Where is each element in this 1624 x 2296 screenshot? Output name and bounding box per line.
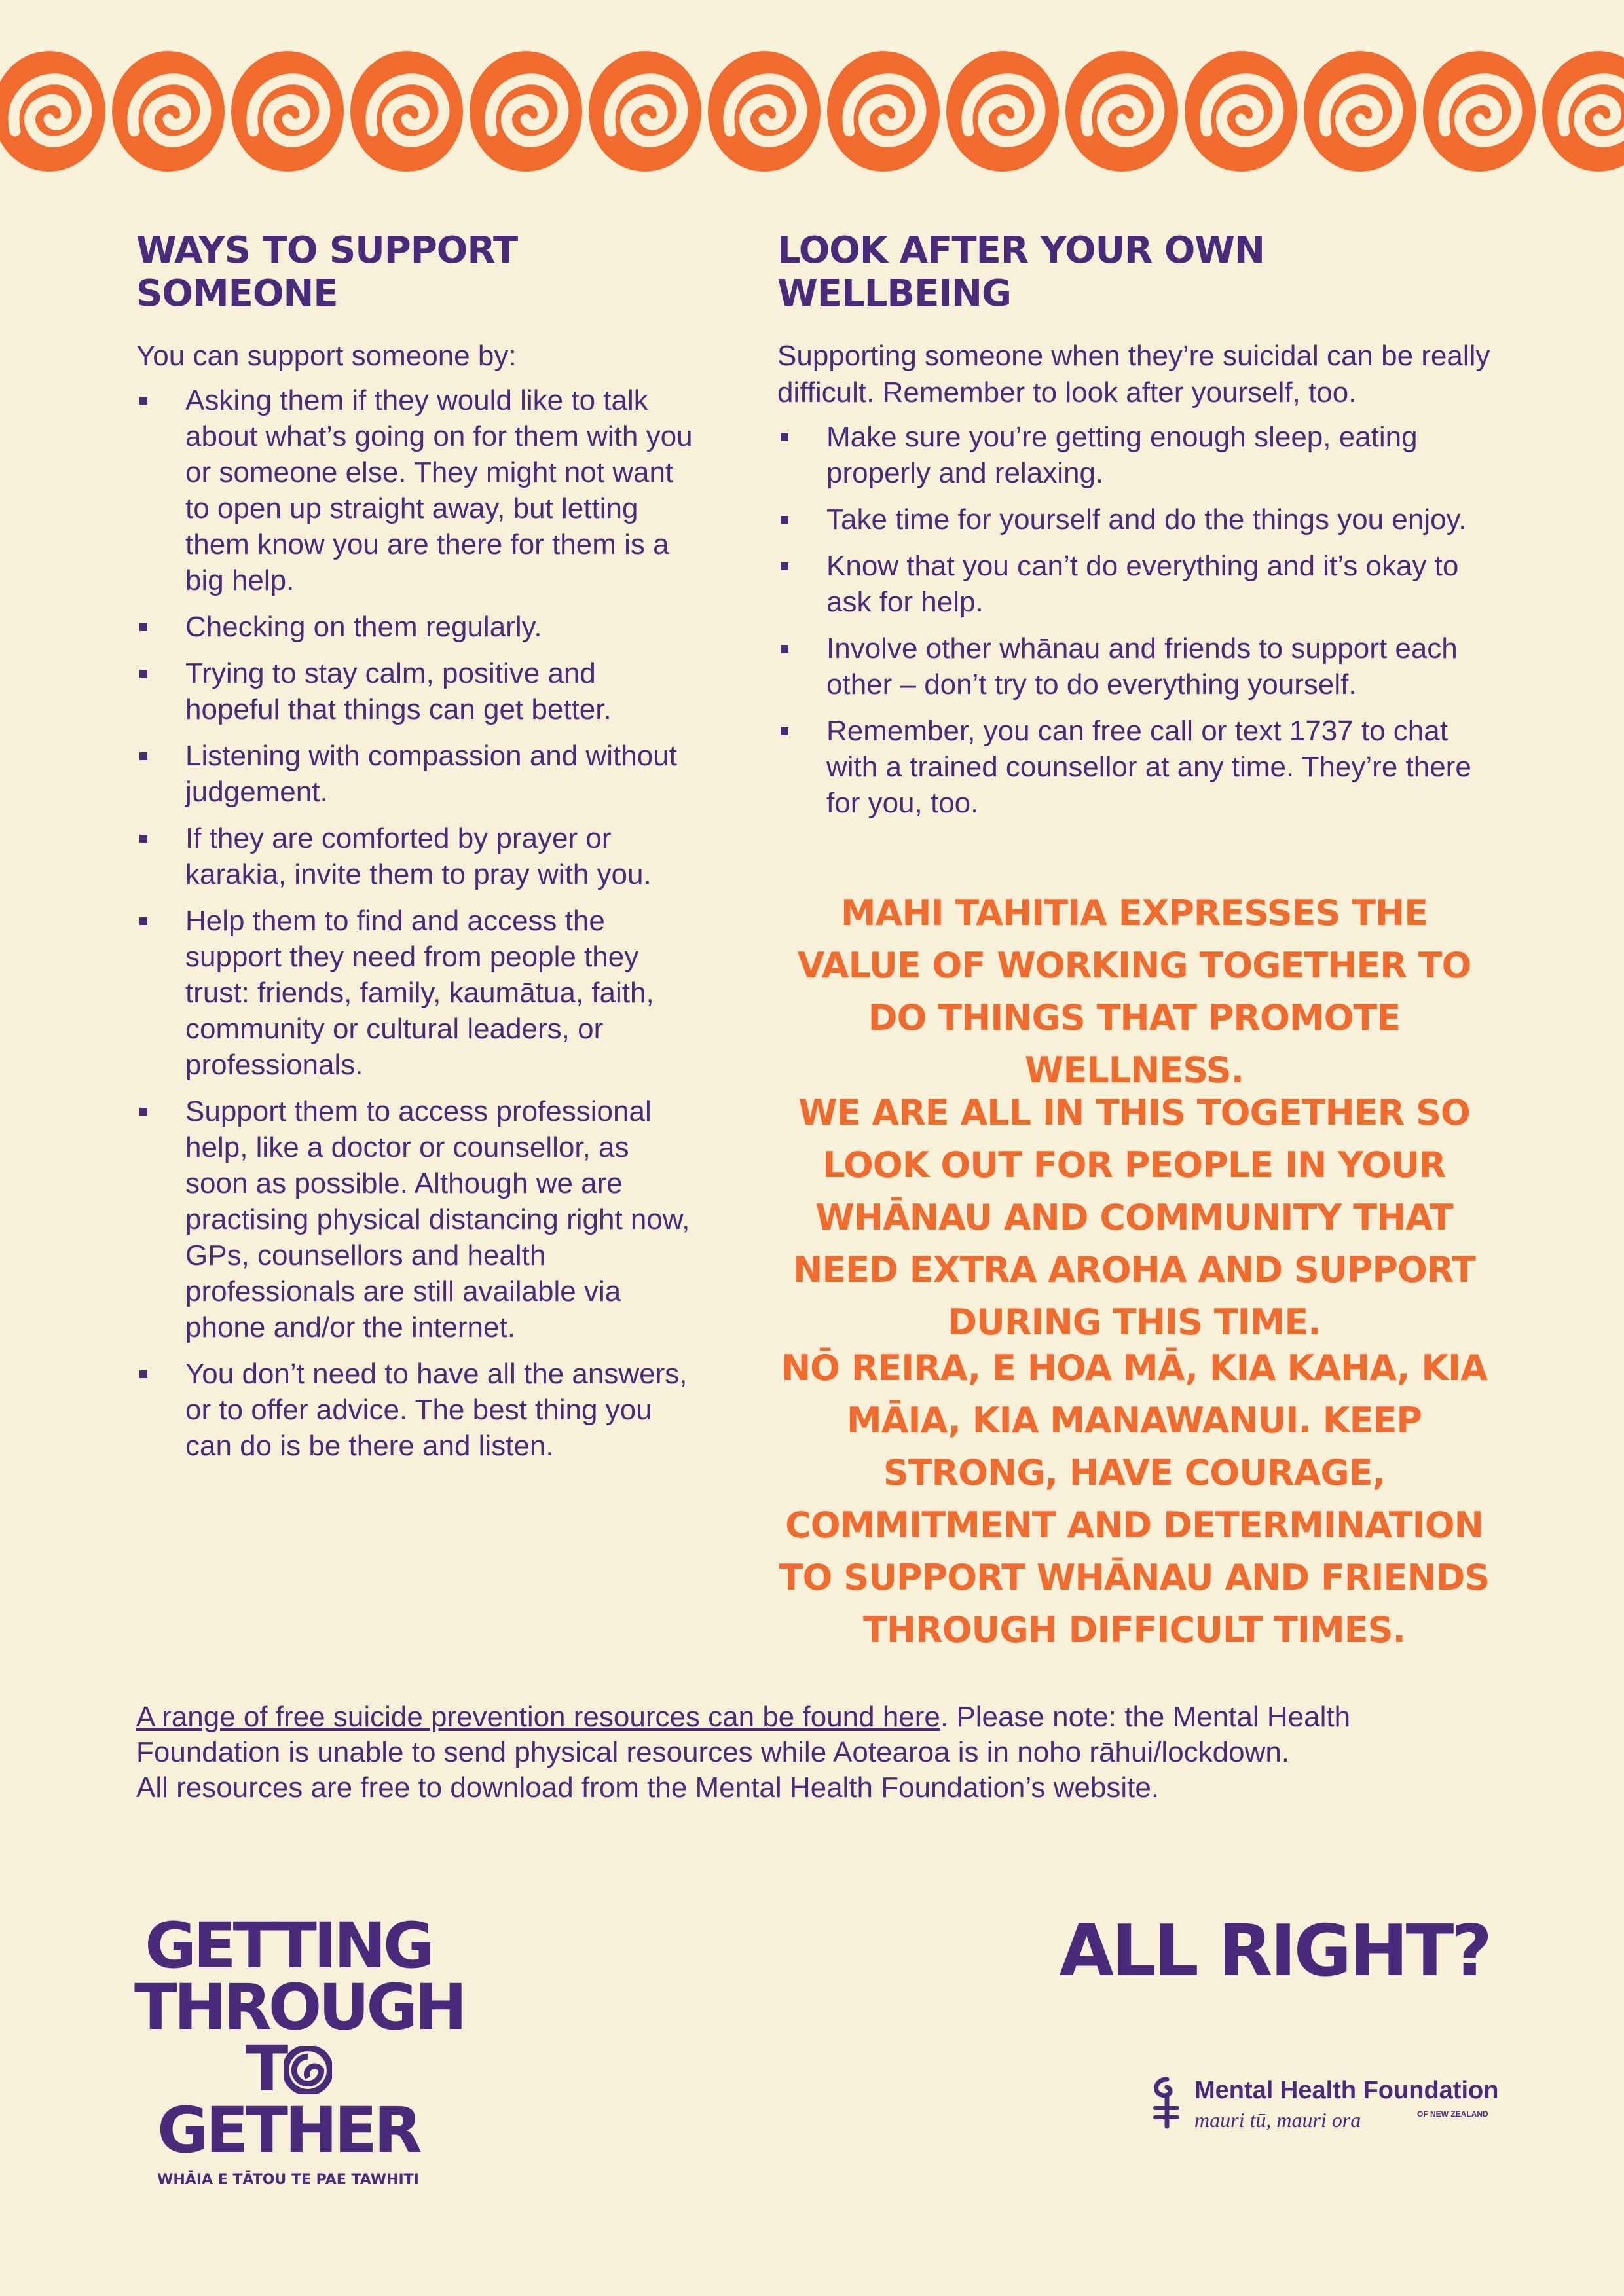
- mental-health-foundation-logo: [1147, 2074, 1499, 2133]
- list-item: [136, 903, 693, 1083]
- footer-note-line2: Foundation is unable to send physical resources while Aotearoa is in noho rāhui/lockdown.: [136, 1736, 1290, 1768]
- list-item: [136, 820, 693, 892]
- bullet-square-icon: [781, 562, 788, 570]
- list-item-text: Take time for yourself and do the things you enjoy.: [826, 503, 1467, 536]
- logo-subtitle: WHĀIA E TĀTOU TE PAE TAWHITI: [157, 2172, 419, 2188]
- koru-motif: [0, 51, 105, 172]
- koru-motif: [112, 51, 225, 172]
- koru-motif: [350, 51, 463, 172]
- logo-line-through: THROUGH: [134, 1971, 464, 2044]
- logo-line-together-rest: GETHER: [157, 2094, 419, 2167]
- koru-motif: [1065, 51, 1178, 172]
- list-item-text: Help them to find and access the support they need from people they trust: friends, family, kaumātua, faith, community or cultural leaders, or professionals.: [185, 905, 654, 1081]
- resources-link[interactable]: A range of free suicide prevention resources can be found here: [136, 1701, 940, 1733]
- quote-all-together: WE ARE ALL IN THIS TOGETHER SO LOOK OUT FOR PEOPLE IN YOUR WHĀNAU AND COMMUNITY THAT NEED EXTRA AROHA AND SUPPORT DURING THIS TIME.: [793, 1092, 1475, 1343]
- koru-motif: [708, 51, 821, 172]
- footer-note-line1: . Please note: the Mental Health: [940, 1701, 1351, 1733]
- list-item-text: Trying to stay calm, positive and hopeful that things can get better.: [185, 657, 612, 725]
- koru-o-icon: [284, 2046, 332, 2094]
- mhf-tagline: mauri tū, mauri ora: [1194, 2108, 1361, 2132]
- bullet-square-icon: [139, 623, 147, 631]
- logo-line-together: [134, 2032, 442, 2167]
- mhf-name: Mental Health Foundation: [1194, 2077, 1499, 2104]
- koru-motif: [1304, 51, 1416, 172]
- logo-line-getting: GETTING: [145, 1909, 432, 1982]
- footer-note: [136, 1700, 1511, 1806]
- list-item: [777, 548, 1491, 620]
- mhf-country: OF NEW ZEALAND: [1417, 2109, 1488, 2119]
- quote-no-reira: NŌ REIRA, E HOA MĀ, KIA KAHA, KIA MĀIA, KIA MANAWANUI. KEEP STRONG, HAVE COURAGE, COMMITMENT AND DETERMINATION TO SUPPORT WHĀNAU AND FRIENDS THROUGH DIFFICULT TIMES.: [779, 1347, 1490, 1650]
- list-item-text: Make sure you’re getting enough sleep, eating properly and relaxing.: [826, 421, 1418, 489]
- bullet-square-icon: [781, 727, 788, 735]
- koru-motif: [231, 51, 344, 172]
- list-item: [136, 655, 693, 727]
- koru-pattern: [0, 46, 1624, 177]
- own-wellbeing-heading: LOOK AFTER YOUR OWN WELLBEING: [777, 229, 1264, 315]
- logo-line-together-t: T: [245, 2032, 286, 2105]
- list-item-text: Asking them if they would like to talk about what’s going on for them with you or someone else. They might not want to open up straight away, but letting them know you are there for them is a big help.: [185, 384, 693, 596]
- koru-motif: [589, 51, 701, 172]
- quote-mahi-tahitia: MAHI TAHITIA EXPRESSES THE VALUE OF WORKING TOGETHER TO DO THINGS THAT PROMOTE WELLNESS.: [797, 892, 1471, 1091]
- koru-motif: [470, 51, 582, 172]
- bullet-square-icon: [139, 1370, 147, 1378]
- support-someone-section: [136, 229, 693, 1474]
- support-someone-intro: You can support someone by:: [136, 340, 517, 372]
- all-right-logo: ALL RIGHT?: [1059, 1910, 1490, 1992]
- bullet-square-icon: [139, 1108, 147, 1116]
- list-item-text: Involve other whānau and friends to support each other – don’t try to do everything yourself.: [826, 632, 1458, 701]
- bullet-square-icon: [139, 670, 147, 678]
- list-item-text: If they are comforted by prayer or karakia, invite them to pray with you.: [185, 822, 652, 890]
- bullet-square-icon: [781, 516, 788, 524]
- getting-through-together-logo: [134, 1909, 464, 2188]
- support-someone-heading: WAYS TO SUPPORT SOMEONE: [136, 229, 518, 315]
- list-item-text: Support them to access professional help, like a doctor or counsellor, as soon as possible. Although we are practising physical distancing right now, GPs, counsellors and health professionals are still available via phone and/or the internet.: [185, 1095, 690, 1343]
- footer-note-line3: All resources are free to download from the Mental Health Foundation’s website.: [136, 1772, 1160, 1804]
- bullet-square-icon: [139, 835, 147, 843]
- list-item: [136, 1093, 693, 1345]
- bullet-square-icon: [781, 433, 788, 441]
- list-item: [136, 738, 693, 810]
- list-item: [777, 713, 1491, 821]
- list-item: [136, 1356, 693, 1464]
- koru-motif: [946, 51, 1059, 172]
- koru-motif: [1542, 51, 1624, 172]
- koru-border-band: [0, 46, 1624, 177]
- bullet-square-icon: [139, 752, 147, 760]
- list-item: [777, 630, 1491, 702]
- koru-motif: [827, 51, 940, 172]
- mhf-koru-icon: [1147, 2074, 1187, 2133]
- list-item: [136, 382, 693, 598]
- support-someone-list: [136, 382, 693, 1464]
- bullet-square-icon: [139, 397, 147, 405]
- list-item-text: Remember, you can free call or text 1737 to chat with a trained counsellor at any time. They’re there for you, too.: [826, 715, 1471, 819]
- own-wellbeing-list: [777, 419, 1491, 821]
- koru-motif: [1423, 51, 1536, 172]
- list-item-text: Checking on them regularly.: [185, 611, 542, 643]
- list-item-text: Know that you can’t do everything and it’s okay to ask for help.: [826, 550, 1459, 618]
- own-wellbeing-section: [777, 229, 1491, 831]
- list-item: [777, 419, 1491, 491]
- list-item: [136, 609, 693, 645]
- own-wellbeing-intro: Supporting someone when they’re suicidal can be really difficult. Remember to look after yourself, too.: [777, 340, 1490, 409]
- koru-motif: [1185, 51, 1297, 172]
- list-item-text: You don’t need to have all the answers, or to offer advice. The best thing you can do is be there and listen.: [185, 1358, 688, 1462]
- bullet-square-icon: [781, 645, 788, 653]
- list-item-text: Listening with compassion and without judgement.: [185, 740, 677, 808]
- list-item: [777, 501, 1491, 538]
- bullet-square-icon: [139, 917, 147, 925]
